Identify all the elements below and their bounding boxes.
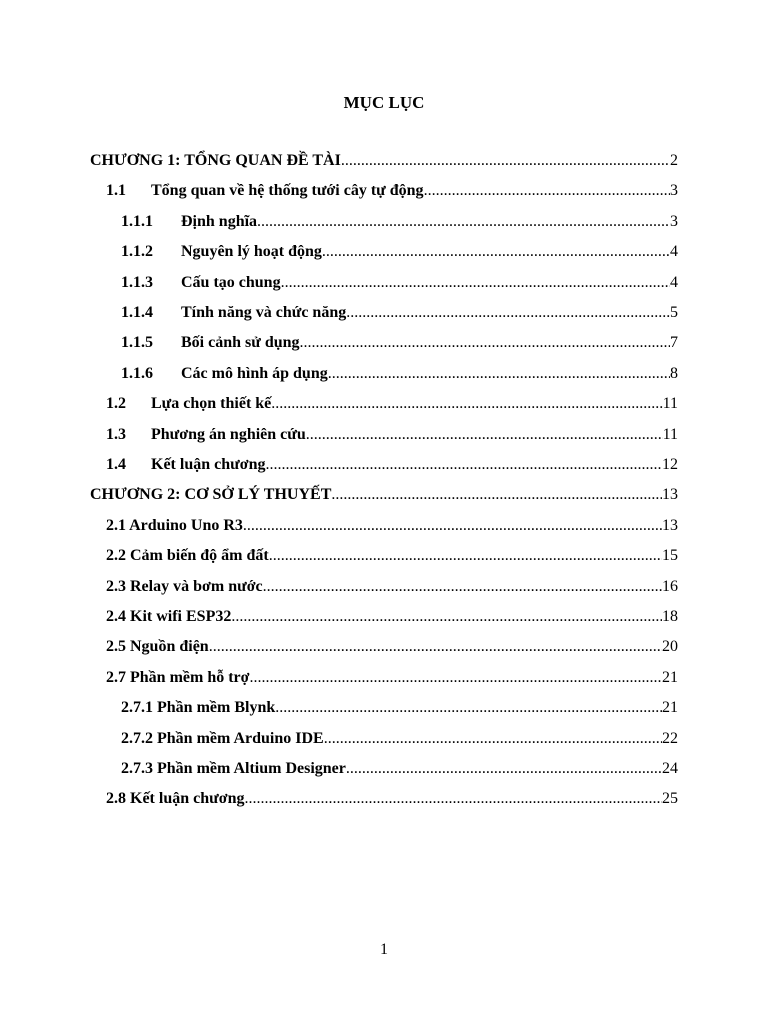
toc-entry-page: 7 bbox=[670, 334, 678, 352]
toc-entry-page: 13 bbox=[662, 486, 678, 504]
toc-entry-title: 2.4 Kit wifi ESP32 bbox=[106, 608, 232, 625]
toc-entry-number: 1.2 bbox=[106, 395, 126, 413]
toc-entry-title: Bối cảnh sử dụng bbox=[181, 334, 300, 352]
toc-entry-2-4[interactable] bbox=[106, 608, 678, 632]
dot-leader bbox=[250, 669, 662, 687]
toc-entry-number: 1.3 bbox=[106, 425, 126, 443]
dot-leader bbox=[244, 790, 662, 808]
page-title: MỤC LỤC bbox=[343, 93, 425, 112]
toc-entry-page: 3 bbox=[670, 182, 678, 200]
toc-entry-title: CHƯƠNG 2: CƠ SỞ LÝ THUYẾT bbox=[90, 486, 332, 504]
toc-entry-number: 1.1.4 bbox=[121, 304, 153, 321]
toc-entry-number: 1.1.3 bbox=[121, 273, 153, 291]
toc-entry-page: 18 bbox=[662, 608, 678, 625]
dot-leader bbox=[231, 608, 662, 626]
dot-leader bbox=[271, 395, 662, 413]
dot-leader bbox=[265, 456, 662, 474]
toc-entry-1-1-1[interactable] bbox=[121, 213, 678, 237]
toc-entry-page: 5 bbox=[670, 304, 678, 321]
toc-entry-title: 2.1 Arduino Uno R3 bbox=[106, 516, 243, 534]
toc-entry-title: Cấu tạo chung bbox=[181, 273, 281, 291]
toc-entry-page: 13 bbox=[662, 516, 678, 534]
toc-entry-title: 2.7.1 Phần mềm Blynk bbox=[121, 699, 276, 717]
toc-entry-number: 1.1 bbox=[106, 182, 126, 200]
dot-leader bbox=[346, 760, 662, 778]
dot-leader bbox=[322, 243, 670, 261]
toc-entry-1-1-2[interactable] bbox=[121, 243, 678, 267]
toc-entry-title: 2.7 Phần mềm hỗ trợ bbox=[106, 668, 250, 686]
toc-entry-1-1-3[interactable] bbox=[121, 274, 678, 298]
toc-entry-page: 3 bbox=[670, 212, 678, 230]
toc-entry-title: Các mô hình áp dụng bbox=[181, 364, 328, 382]
dot-leader bbox=[341, 152, 670, 170]
toc-entry-page: 2 bbox=[670, 152, 678, 169]
toc-entry-title: Kết luận chương bbox=[151, 456, 266, 473]
toc-entry-2-3[interactable] bbox=[106, 578, 678, 602]
toc-entry-2-7-2[interactable] bbox=[121, 730, 678, 754]
toc-entry-2-7[interactable] bbox=[106, 669, 678, 693]
dot-leader bbox=[306, 426, 663, 444]
dot-leader bbox=[346, 304, 670, 322]
toc-entry-page: 20 bbox=[662, 638, 678, 656]
toc-entry-title: 2.3 Relay và bơm nước bbox=[106, 577, 263, 595]
toc-entry-1-1-5[interactable] bbox=[121, 334, 678, 358]
toc-entry-page: 4 bbox=[670, 273, 678, 291]
toc-entry-number: 1.1.2 bbox=[121, 243, 153, 261]
toc-entry-2-7-3[interactable] bbox=[121, 760, 678, 784]
toc-entry-title: Tổng quan về hệ thống tưới cây tự động bbox=[151, 182, 424, 200]
dot-leader bbox=[263, 578, 662, 596]
toc-entry-page: 24 bbox=[662, 760, 678, 777]
toc-entry-title: Phương án nghiên cứu bbox=[151, 425, 306, 443]
toc-entry-title: Tính năng và chức năng bbox=[181, 304, 347, 321]
toc-entry-1-2[interactable] bbox=[106, 395, 678, 419]
dot-leader bbox=[300, 334, 670, 352]
toc-entry-title: 2.7.3 Phần mềm Altium Designer bbox=[121, 760, 346, 777]
toc-entry-number: 1.1.6 bbox=[121, 364, 153, 382]
dot-leader bbox=[275, 699, 662, 717]
toc-entry-1-1-4[interactable] bbox=[121, 304, 678, 328]
toc-entry-title: CHƯƠNG 1: TỔNG QUAN ĐỀ TÀI bbox=[90, 152, 341, 169]
toc-entry-1-1[interactable] bbox=[106, 182, 678, 206]
toc-entry-chapter-2[interactable] bbox=[90, 486, 678, 510]
dot-leader bbox=[209, 638, 662, 656]
toc-entry-title: Lựa chọn thiết kế bbox=[151, 395, 272, 413]
toc-entry-title: Nguyên lý hoạt động bbox=[181, 243, 322, 261]
toc-entry-1-1-6[interactable] bbox=[121, 365, 678, 389]
toc-entry-title: Định nghĩa bbox=[181, 212, 258, 230]
page-number: 1 bbox=[380, 941, 388, 958]
toc-entry-number: 1.4 bbox=[106, 456, 126, 473]
dot-leader bbox=[324, 730, 662, 748]
dot-leader bbox=[269, 547, 662, 565]
toc-entry-page: 21 bbox=[662, 668, 678, 686]
toc-entry-2-5[interactable] bbox=[106, 638, 678, 662]
toc-entry-number: 1.1.1 bbox=[121, 212, 153, 230]
toc-entry-2-7-1[interactable] bbox=[121, 699, 678, 723]
toc-entry-chapter-1[interactable] bbox=[90, 152, 678, 176]
dot-leader bbox=[257, 213, 670, 231]
toc-entry-2-2[interactable] bbox=[106, 547, 678, 571]
toc-entry-page: 16 bbox=[662, 577, 678, 595]
toc-entry-page: 4 bbox=[670, 243, 678, 261]
toc-entry-title: 2.2 Cảm biến độ ẩm đất bbox=[106, 547, 269, 565]
toc-entry-page: 11 bbox=[662, 395, 678, 413]
toc-entry-page: 8 bbox=[670, 364, 678, 382]
toc-entry-1-3[interactable] bbox=[106, 426, 678, 450]
toc-entry-page: 12 bbox=[662, 456, 678, 473]
toc-entry-title: 2.5 Nguồn điện bbox=[106, 638, 209, 656]
toc-entry-2-1[interactable] bbox=[106, 517, 678, 541]
dot-leader bbox=[281, 274, 670, 292]
toc-entry-2-8[interactable] bbox=[106, 790, 678, 814]
toc-entry-page: 22 bbox=[662, 729, 678, 747]
dot-leader bbox=[331, 486, 662, 504]
dot-leader bbox=[424, 182, 670, 200]
dot-leader bbox=[243, 517, 662, 535]
toc-entry-page: 21 bbox=[662, 699, 678, 717]
toc-entry-page: 25 bbox=[662, 790, 678, 808]
toc-entry-title: 2.8 Kết luận chương bbox=[106, 790, 245, 808]
toc-entry-page: 11 bbox=[662, 425, 678, 443]
toc-entry-title: 2.7.2 Phần mềm Arduino IDE bbox=[121, 729, 324, 747]
toc-entry-1-4[interactable] bbox=[106, 456, 678, 480]
toc-entry-page: 15 bbox=[662, 547, 678, 565]
toc-entry-number: 1.1.5 bbox=[121, 334, 153, 352]
dot-leader bbox=[328, 365, 670, 383]
